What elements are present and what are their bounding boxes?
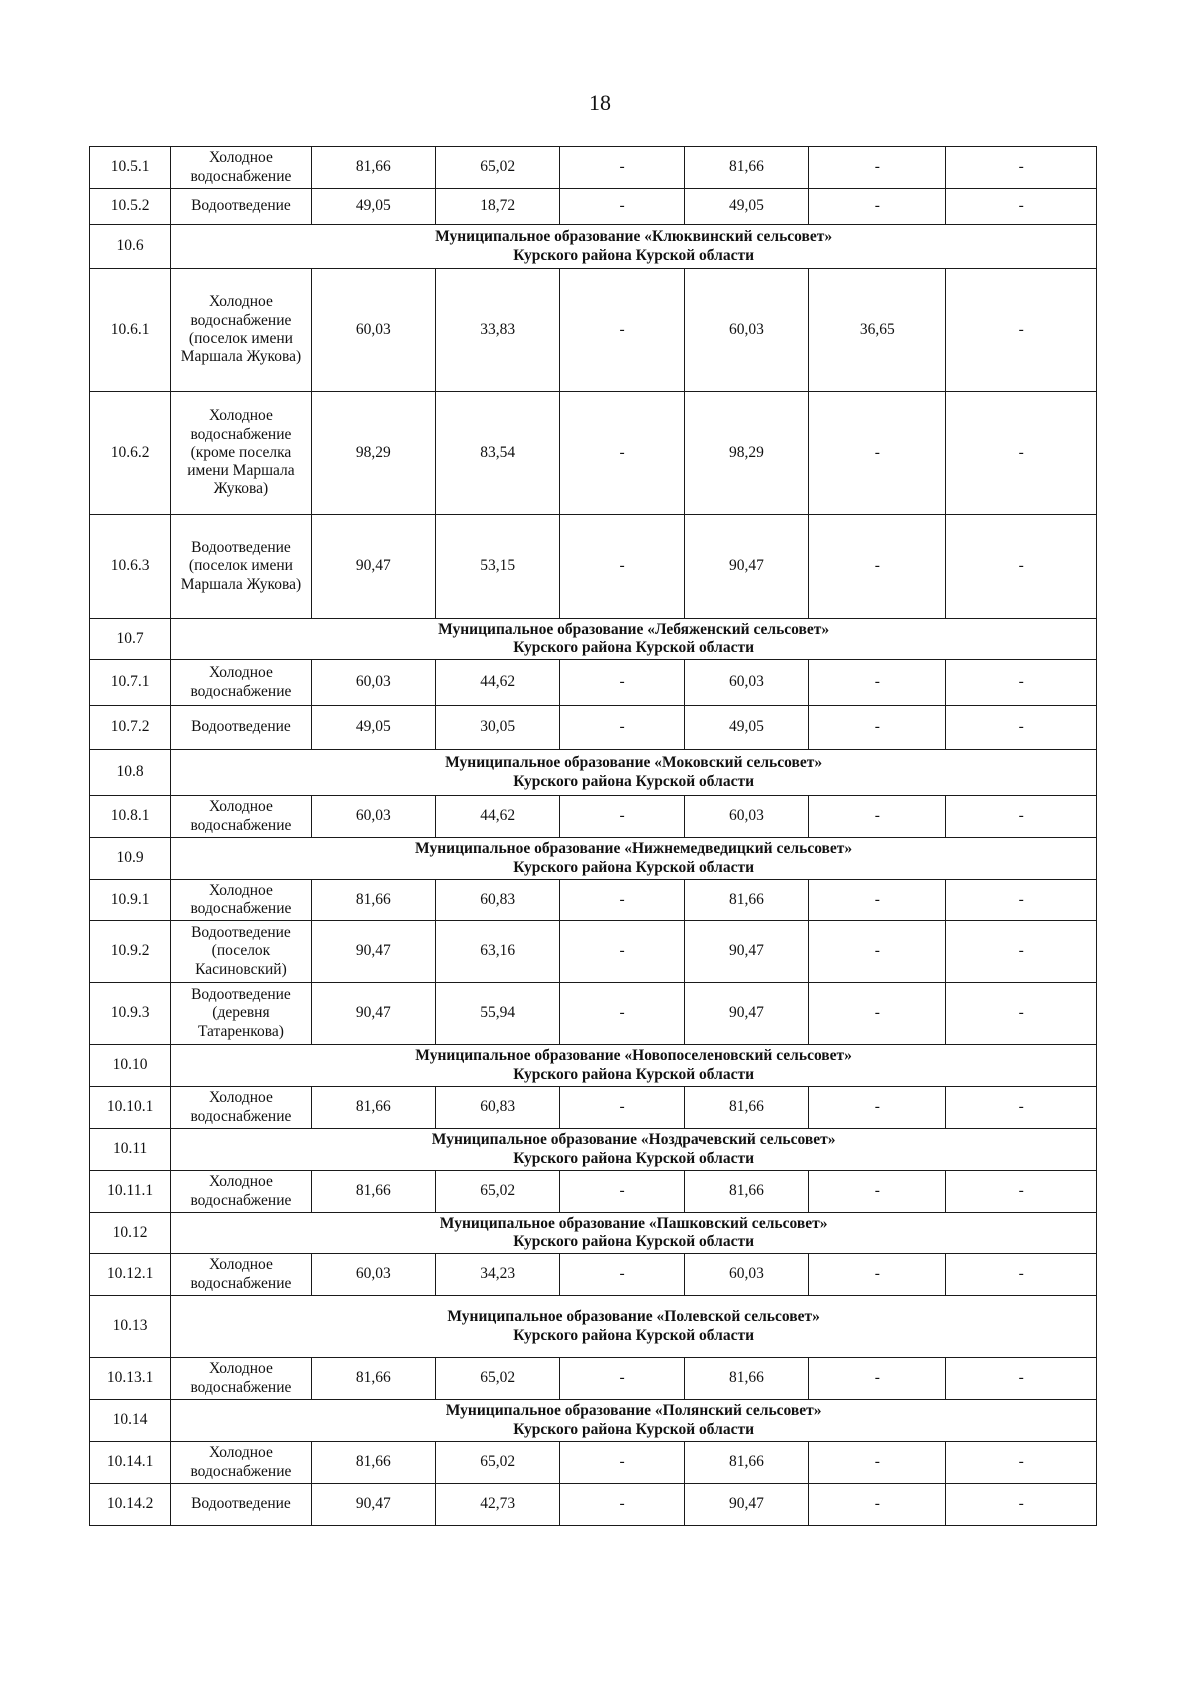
value-cell: - [809,1358,946,1400]
value-cell: - [560,189,684,225]
value-cell: 90,47 [684,983,808,1045]
value-cell: 60,83 [436,1087,560,1129]
value-cell: - [560,1442,684,1484]
value-cell: 81,66 [684,1171,808,1213]
section-row [90,619,1097,660]
table-row [90,1171,1097,1213]
value-cell: 65,02 [436,147,560,189]
section-title-district: Курского района Курской области [513,1149,755,1167]
value-cell: - [560,1087,684,1129]
service-name: Водоотведение [171,1484,311,1526]
value-cell: 60,03 [684,660,808,706]
value-cell: 60,03 [684,1254,808,1296]
value-cell: 49,05 [311,189,435,225]
value-cell: 81,66 [684,1358,808,1400]
section-title-district: Курского района Курской области [513,858,755,876]
value-cell: 60,03 [311,660,435,706]
value-cell: 65,02 [436,1358,560,1400]
value-cell: 49,05 [684,706,808,750]
value-cell: 18,72 [436,189,560,225]
value-cell: - [809,1484,946,1526]
value-cell: - [946,1254,1097,1296]
value-cell: 90,47 [684,921,808,983]
row-number: 10.11.1 [90,1171,171,1213]
value-cell: 60,03 [311,269,435,392]
value-cell: - [809,1442,946,1484]
value-cell: - [560,706,684,750]
section-title-municipality: Муниципальное образование «Лебяженский сельсовет» [438,620,830,638]
table-row [90,660,1097,706]
value-cell: - [946,706,1097,750]
value-cell: - [560,269,684,392]
service-name: Водоотведение [171,189,311,225]
value-cell: - [560,921,684,983]
value-cell: 90,47 [311,921,435,983]
section-title [171,1213,1097,1254]
value-cell: 44,62 [436,660,560,706]
section-number: 10.10 [90,1045,171,1087]
section-row [90,1296,1097,1358]
table-body [90,147,1097,1526]
service-name: Холодное водоснабжение [171,1254,311,1296]
value-cell: 53,15 [436,515,560,619]
page-number: 18 [589,90,611,115]
service-name: Холодное водоснабжение (поселок имени Маршала Жукова) [171,269,311,392]
table-row [90,706,1097,750]
table-row [90,880,1097,921]
value-cell: - [560,983,684,1045]
section-title [171,1129,1097,1171]
value-cell: 44,62 [436,796,560,838]
value-cell: 49,05 [684,189,808,225]
table-row [90,1442,1097,1484]
row-number: 10.7.1 [90,660,171,706]
section-title-municipality: Муниципальное образование «Новопоселеновский сельсовет» [415,1047,852,1065]
value-cell: 81,66 [311,1358,435,1400]
value-cell: - [946,1087,1097,1129]
section-row [90,1400,1097,1442]
section-title-district: Курского района Курской области [513,1326,755,1344]
section-number: 10.9 [90,838,171,880]
value-cell: 90,47 [311,515,435,619]
value-cell: 60,03 [684,269,808,392]
value-cell: 90,47 [684,515,808,619]
value-cell: - [946,1171,1097,1213]
section-number: 10.14 [90,1400,171,1442]
section-number: 10.11 [90,1129,171,1171]
table-row [90,1484,1097,1526]
section-title-municipality: Муниципальное образование «Полянский сельсовет» [445,1402,822,1420]
value-cell: 65,02 [436,1171,560,1213]
value-cell: 81,66 [311,147,435,189]
row-number: 10.14.1 [90,1442,171,1484]
table-row [90,269,1097,392]
value-cell: 34,23 [436,1254,560,1296]
value-cell: 81,66 [684,880,808,921]
value-cell: 98,29 [311,392,435,515]
value-cell: - [946,189,1097,225]
section-title [171,838,1097,880]
value-cell: - [809,147,946,189]
section-title-municipality: Муниципальное образование «Полевской сельсовет» [447,1308,820,1326]
value-cell: - [809,921,946,983]
section-title [171,1045,1097,1087]
value-cell: - [560,1171,684,1213]
value-cell: 42,73 [436,1484,560,1526]
value-cell: 90,47 [311,983,435,1045]
value-cell: 65,02 [436,1442,560,1484]
row-number: 10.13.1 [90,1358,171,1400]
section-title [171,619,1097,660]
table-row [90,921,1097,983]
section-title [171,750,1097,796]
value-cell: - [809,189,946,225]
table-row [90,189,1097,225]
row-number: 10.12.1 [90,1254,171,1296]
section-title [171,225,1097,269]
service-name: Водоотведение (поселок имени Маршала Жукова) [171,515,311,619]
section-number: 10.13 [90,1296,171,1358]
service-name: Холодное водоснабжение [171,147,311,189]
value-cell: - [946,660,1097,706]
service-name: Водоотведение (деревня Татаренкова) [171,983,311,1045]
value-cell: - [946,983,1097,1045]
section-title-municipality: Муниципальное образование «Ноздрачевский сельсовет» [431,1131,836,1149]
value-cell: 81,66 [684,1087,808,1129]
value-cell: - [809,796,946,838]
value-cell: 55,94 [436,983,560,1045]
row-number: 10.10.1 [90,1087,171,1129]
section-title-district: Курского района Курской области [513,772,755,790]
row-number: 10.14.2 [90,1484,171,1526]
value-cell: - [809,660,946,706]
service-name: Холодное водоснабжение [171,796,311,838]
table-row [90,392,1097,515]
value-cell: 81,66 [684,147,808,189]
value-cell: - [809,1254,946,1296]
value-cell: 98,29 [684,392,808,515]
section-row [90,225,1097,269]
value-cell: - [946,1358,1097,1400]
value-cell: - [946,1442,1097,1484]
value-cell: - [946,147,1097,189]
row-number: 10.9.2 [90,921,171,983]
section-row [90,1129,1097,1171]
value-cell: - [946,796,1097,838]
table-row [90,147,1097,189]
row-number: 10.6.3 [90,515,171,619]
value-cell: 81,66 [311,1087,435,1129]
value-cell: 81,66 [311,1442,435,1484]
value-cell: - [809,880,946,921]
value-cell: - [809,1171,946,1213]
value-cell: 90,47 [684,1484,808,1526]
section-title-district: Курского района Курской области [513,1065,755,1083]
value-cell: 60,03 [311,1254,435,1296]
value-cell: - [560,147,684,189]
value-cell: - [809,392,946,515]
value-cell: - [946,921,1097,983]
value-cell: 81,66 [311,880,435,921]
value-cell: - [560,660,684,706]
section-title-municipality: Муниципальное образование «Пашковский сельсовет» [439,1214,828,1232]
value-cell: - [946,392,1097,515]
service-name: Холодное водоснабжение [171,660,311,706]
section-row [90,838,1097,880]
value-cell: - [560,1484,684,1526]
section-number: 10.12 [90,1213,171,1254]
service-name: Водоотведение (поселок Касиновский) [171,921,311,983]
value-cell: 60,03 [684,796,808,838]
section-title [171,1400,1097,1442]
section-number: 10.8 [90,750,171,796]
section-title-district: Курского района Курской области [513,1233,755,1250]
section-title-municipality: Муниципальное образование «Клюквинский сельсовет» [435,228,833,246]
table-row [90,796,1097,838]
service-name: Холодное водоснабжение [171,1171,311,1213]
section-title-municipality: Муниципальное образование «Нижнемедведицкий сельсовет» [415,840,853,858]
section-title-district: Курского района Курской области [513,246,755,264]
value-cell: - [946,1484,1097,1526]
value-cell: - [809,706,946,750]
value-cell: - [809,983,946,1045]
value-cell: - [560,515,684,619]
section-row [90,1213,1097,1254]
value-cell: - [560,796,684,838]
section-title [171,1296,1097,1358]
value-cell: - [560,1358,684,1400]
service-name: Холодное водоснабжение (кроме поселка имени Маршала Жукова) [171,392,311,515]
value-cell: - [946,269,1097,392]
value-cell: 30,05 [436,706,560,750]
service-name: Холодное водоснабжение [171,1442,311,1484]
value-cell: 33,83 [436,269,560,392]
value-cell: - [560,392,684,515]
value-cell: - [560,880,684,921]
table-row [90,1358,1097,1400]
table-row [90,515,1097,619]
table-row [90,983,1097,1045]
row-number: 10.9.1 [90,880,171,921]
service-name: Холодное водоснабжение [171,1087,311,1129]
table-row [90,1087,1097,1129]
section-row [90,750,1097,796]
section-row [90,1045,1097,1087]
value-cell: - [946,880,1097,921]
section-number: 10.6 [90,225,171,269]
section-title-municipality: Муниципальное образование «Моковский сельсовет» [445,754,823,772]
section-title-district: Курского района Курской области [513,1420,755,1438]
service-name: Водоотведение [171,706,311,750]
value-cell: 83,54 [436,392,560,515]
section-title-district: Курского района Курской области [513,639,755,656]
row-number: 10.5.1 [90,147,171,189]
value-cell: 81,66 [311,1171,435,1213]
row-number: 10.6.1 [90,269,171,392]
value-cell: - [560,1254,684,1296]
service-name: Холодное водоснабжение [171,1358,311,1400]
value-cell: 90,47 [311,1484,435,1526]
value-cell: 49,05 [311,706,435,750]
row-number: 10.8.1 [90,796,171,838]
value-cell: 36,65 [809,269,946,392]
value-cell: 60,03 [311,796,435,838]
table-row [90,1254,1097,1296]
service-name: Холодное водоснабжение [171,880,311,921]
value-cell: 60,83 [436,880,560,921]
value-cell: - [946,515,1097,619]
row-number: 10.6.2 [90,392,171,515]
value-cell: 81,66 [684,1442,808,1484]
value-cell: - [809,515,946,619]
row-number: 10.9.3 [90,983,171,1045]
row-number: 10.7.2 [90,706,171,750]
value-cell: 63,16 [436,921,560,983]
section-number: 10.7 [90,619,171,660]
value-cell: - [809,1087,946,1129]
tariff-table [89,146,1097,1526]
row-number: 10.5.2 [90,189,171,225]
